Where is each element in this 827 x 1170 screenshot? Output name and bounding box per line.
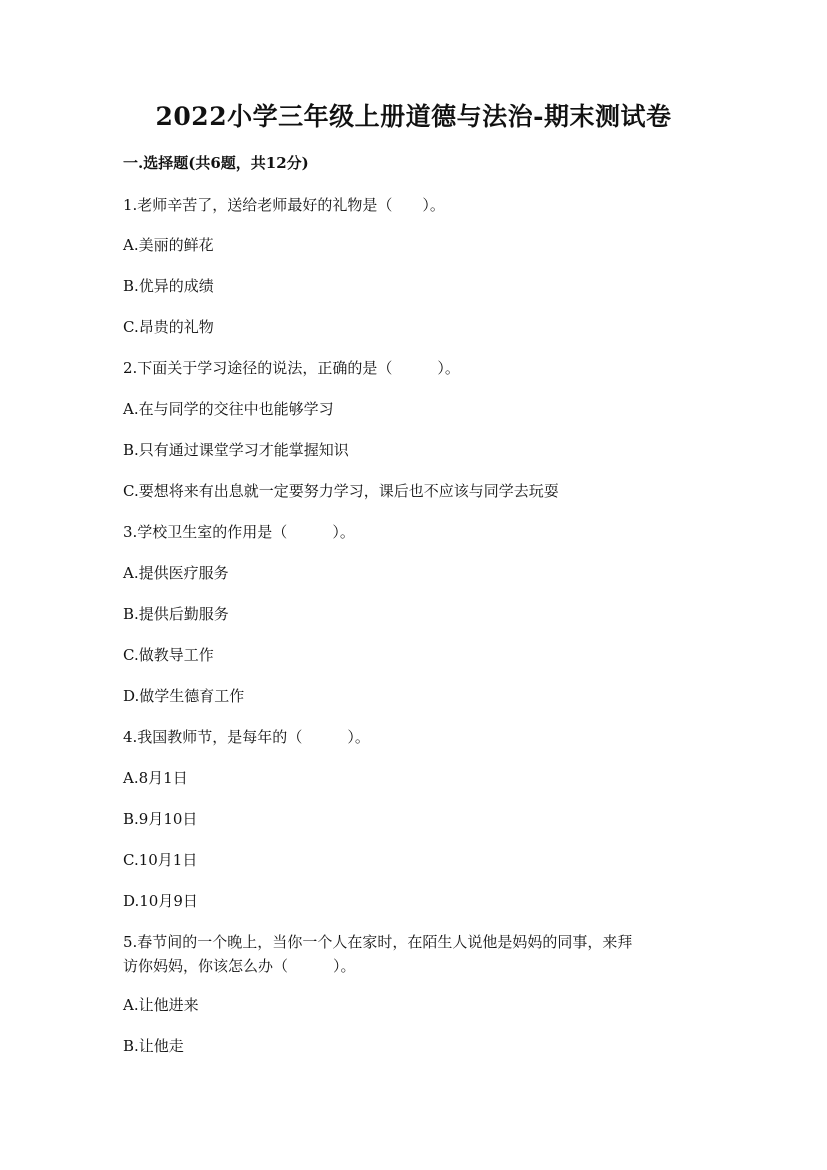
question-4-stem: 4.我国教师节，是每年的（ ）。	[123, 728, 370, 746]
question-1-option-c: C.昂贵的礼物	[123, 318, 214, 336]
question-1-option-a: A.美丽的鲜花	[123, 236, 214, 254]
question-1-stem: 1.老师辛苦了，送给老师最好的礼物是（ ）。	[123, 196, 445, 214]
question-2-stem: 2.下面关于学习途径的说法，正确的是（ ）。	[123, 359, 460, 377]
question-3-option-c: C.做教导工作	[123, 646, 214, 664]
question-2-option-a: A.在与同学的交往中也能够学习	[123, 400, 334, 418]
question-3-option-d: D.做学生德育工作	[123, 687, 245, 705]
question-2-option-b: B.只有通过课堂学习才能掌握知识	[123, 441, 349, 459]
question-3-option-a: A.提供医疗服务	[123, 564, 229, 582]
question-4-option-b: B.9月10日	[123, 810, 198, 828]
question-4-option-a: A.8月1日	[123, 769, 188, 787]
question-5-option-b: B.让他走	[123, 1037, 184, 1055]
question-4-option-c: C.10月1日	[123, 851, 198, 869]
question-2-option-c: C.要想将来有出息就一定要努力学习，课后也不应该与同学去玩耍	[123, 482, 559, 500]
question-5-option-a: A.让他进来	[123, 996, 199, 1014]
question-5-stem-line-1: 5.春节间的一个晚上，当你一个人在家时，在陌生人说他是妈妈的同事，来拜	[123, 933, 633, 951]
document-title: 2022小学三年级上册道德与法治-期末测试卷	[155, 102, 672, 131]
question-1-option-b: B.优异的成绩	[123, 277, 214, 295]
section-heading: 一.选择题(共6题，共12分)	[123, 154, 309, 172]
question-4-option-d: D.10月9日	[123, 892, 198, 910]
question-3-option-b: B.提供后勤服务	[123, 605, 229, 623]
question-3-stem: 3.学校卫生室的作用是（ ）。	[123, 523, 355, 541]
question-5-stem-line-2: 访你妈妈，你该怎么办（ ）。	[123, 957, 356, 975]
